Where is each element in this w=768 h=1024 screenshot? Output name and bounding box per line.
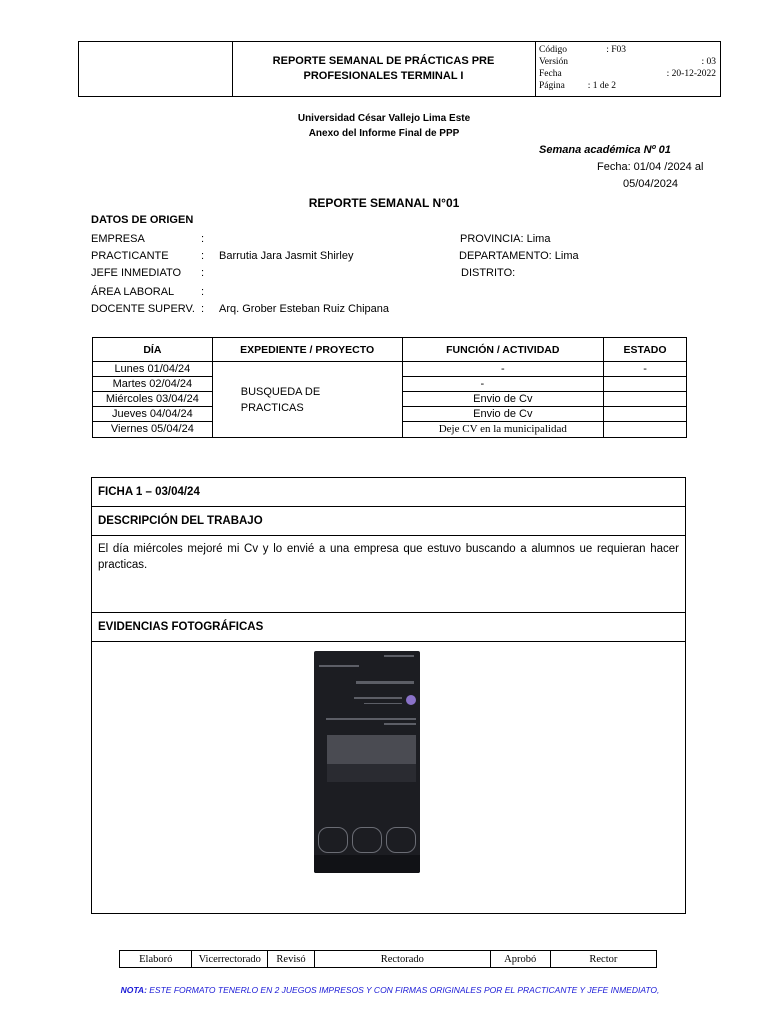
status-cell xyxy=(604,392,687,407)
status-cell xyxy=(604,422,687,438)
reply-all-button xyxy=(352,827,382,853)
origin-label-intern: PRACTICANTE xyxy=(91,250,169,262)
origin-district: DISTRITO: xyxy=(461,267,516,279)
meta-date: Fecha : 20-12-2022 xyxy=(539,69,716,79)
origin-colon: : xyxy=(201,303,205,315)
origin-colon: : xyxy=(201,233,205,245)
logo-cell xyxy=(79,42,233,96)
table-header-row xyxy=(93,338,687,362)
academic-week: Semana académica Nº 01 xyxy=(539,144,671,156)
table-row xyxy=(120,951,657,968)
message-text xyxy=(326,718,416,720)
date-range-line2: 05/04/2024 xyxy=(623,178,679,190)
evidence-heading: EVIDENCIAS FOTOGRÁFICAS xyxy=(92,612,685,642)
day-cell: Martes 02/04/24 xyxy=(93,377,213,392)
header-day: DÍA xyxy=(93,338,213,362)
project-cell: BUSQUEDA DE PRACTICAS xyxy=(212,362,402,438)
navigation-bar xyxy=(314,855,420,873)
status-cell: - xyxy=(604,362,687,377)
activity-cell: - xyxy=(402,362,604,377)
status-cell xyxy=(604,407,687,422)
origin-data xyxy=(91,214,691,324)
origin-department: DEPARTAMENTO: Lima xyxy=(459,250,579,262)
header-project: EXPEDIENTE / PROYECTO xyxy=(212,338,402,362)
activity-cell: Deje CV en la municipalidad xyxy=(402,422,604,438)
origin-heading: DATOS DE ORIGEN xyxy=(91,214,194,226)
footer-note xyxy=(120,984,660,996)
document-header xyxy=(78,41,721,97)
origin-value-teacher: Arq. Grober Esteban Ruiz Chipana xyxy=(219,303,389,315)
report-title: REPORTE SEMANAL N°01 xyxy=(308,196,460,210)
header-status: ESTADO xyxy=(604,338,687,362)
header-activity: FUNCIÓN / ACTIVIDAD xyxy=(402,338,604,362)
activity-cell: Envio de Cv xyxy=(402,392,604,407)
origin-province: PROVINCIA: Lima xyxy=(460,233,551,245)
sender-detail xyxy=(364,703,402,704)
origin-colon: : xyxy=(201,250,205,262)
note-label: NOTA: xyxy=(120,985,147,995)
meta-version: Versión : 03 xyxy=(539,57,716,67)
signature-table xyxy=(119,950,657,968)
day-cell: Jueves 04/04/24 xyxy=(93,407,213,422)
status-cell xyxy=(604,377,687,392)
message-text xyxy=(384,723,416,725)
signature-cell: Rector xyxy=(550,951,656,968)
forward-button xyxy=(318,827,348,853)
avatar xyxy=(406,695,416,705)
origin-colon: : xyxy=(201,267,205,279)
date-range-line1: Fecha: 01/04 /2024 al xyxy=(597,161,704,173)
signature-cell: Rectorado xyxy=(314,951,490,968)
attachment-file xyxy=(327,764,416,782)
description-text: El día miércoles mejoré mi Cv y lo envié a una empresa que estuvo buscando a alumnos ue requieran hacer practicas. xyxy=(98,543,679,571)
description-heading: DESCRIPCIÓN DEL TRABAJO xyxy=(92,507,685,536)
activity-cell: - xyxy=(402,377,604,392)
ficha-title: FICHA 1 – 03/04/24 xyxy=(92,478,685,507)
table-row xyxy=(93,362,687,377)
signature-cell: Aprobó xyxy=(490,951,550,968)
day-cell: Lunes 01/04/24 xyxy=(93,362,213,377)
email-subject xyxy=(356,681,414,684)
origin-label-company: EMPRESA xyxy=(91,233,145,245)
status-bar xyxy=(384,655,414,657)
origin-value-intern: Barrutia Jara Jasmit Shirley xyxy=(219,250,354,262)
day-cell: Viernes 05/04/24 xyxy=(93,422,213,438)
origin-colon: : xyxy=(201,286,205,298)
evidence-photo xyxy=(314,651,420,873)
signature-cell: Revisó xyxy=(268,951,315,968)
university-name: Universidad César Vallejo Lima Este xyxy=(297,113,471,124)
signature-cell: Vicerrectorado xyxy=(192,951,268,968)
origin-label-boss: JEFE INMEDIATO xyxy=(91,267,182,279)
document-title: REPORTE SEMANAL DE PRÁCTICAS PRE PROFESIONALES TERMINAL I xyxy=(232,42,536,96)
annex-title: Anexo del Informe Final de PPP xyxy=(308,128,460,139)
activity-cell: Envio de Cv xyxy=(402,407,604,422)
origin-label-area: ÁREA LABORAL xyxy=(91,286,175,298)
note-text: ESTE FORMATO TENERLO EN 2 JUEGOS IMPRESOS Y CON FIRMAS ORIGINALES POR EL PRACTICANTE Y JEFE INMEDIATO, xyxy=(146,985,660,995)
reply-button xyxy=(386,827,416,853)
document-meta xyxy=(536,42,720,96)
activity-table xyxy=(92,337,687,438)
meta-code: Código : F03 xyxy=(539,45,626,55)
day-cell: Miércoles 03/04/24 xyxy=(93,392,213,407)
signature-cell: Elaboró xyxy=(120,951,192,968)
origin-label-teacher: DOCENTE SUPERV. xyxy=(91,303,195,315)
toolbar-icons xyxy=(319,665,359,667)
meta-page: Página : 1 de 2 xyxy=(539,81,616,91)
sender-name xyxy=(354,697,402,699)
